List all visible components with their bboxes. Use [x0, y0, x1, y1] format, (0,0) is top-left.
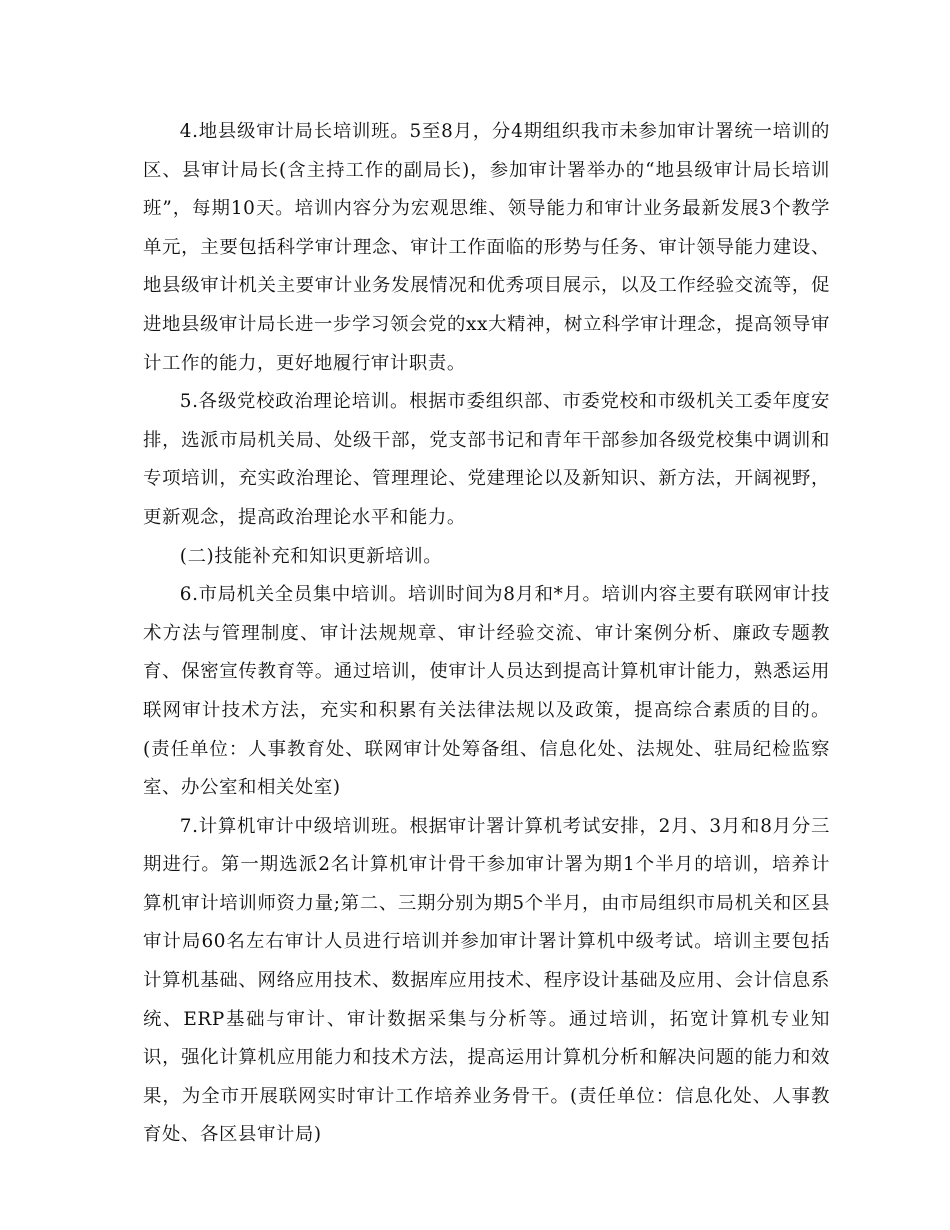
paragraph-item-4-county-audit-director-training: 4.地县级审计局长培训班。5至8月，分4期组织我市未参加审计署统一培训的区、县审计局长(含主持工作的副局长)，参加审计署举办的“地县级审计局长培训班”，每期10天。培训内容分为宏观思维、领导能力和审计业务最新发展3个教学单元，主要包括科学审计理念、审计工作面临的形势与任务、审计领导能力建设、地县级审计机关主要审计业务发展情况和优秀项目展示，以及工作经验交流等，促进地县级审计局长进一步学习领会党的xx大精神，树立科学审计理念，提高领导审计工作的能力，更好地履行审计职责。 [143, 121, 830, 374]
paragraph-item-5-party-school-training: 5.各级党校政治理论培训。根据市委组织部、市委党校和市级机关工委年度安排，选派市局机关局、处级干部，党支部书记和青年干部参加各级党校集中调训和专项培训，充实政治理论、管理理论、党建理论以及新知识、新方法，开阔视野，更新观念，提高政治理论水平和能力。 [143, 391, 830, 528]
section-heading-skills-training: (二)技能补充和知识更新培训。 [179, 545, 443, 567]
paragraph-item-6-all-staff-training: 6.市局机关全员集中培训。培训时间为8月和*月。培训内容主要有联网审计技术方法与管理制度、审计法规规章、审计经验交流、审计案例分析、廉政专题教育、保密宣传教育等。通过培训，使审计人员达到提高计算机审计能力，熟悉运用联网审计技术方法，充实和积累有关法律法规以及政策，提高综合素质的目的。(责任单位：人事教育处、联网审计处筹备组、信息化处、法规处、驻局纪检监察室、办公室和相关处室) [143, 584, 830, 799]
paragraph-item-7-computer-audit-training: 7.计算机审计中级培训班。根据审计署计算机考试安排，2月、3月和8月分三期进行。第一期选派2名计算机审计骨干参加审计署为期1个半月的培训，培养计算机审计培训师资力量;第二、三期分别为期5个半月，由市局组织市局机关和区县审计局60名左右审计人员进行培训并参加审计署计算机中级考试。培训主要包括计算机基础、网络应用技术、数据库应用技术、程序设计基础及应用、会计信息系统、ERP基础与审计、审计数据采集与分析等。通过培训，拓宽计算机专业知识，强化计算机应用能力和技术方法，提高运用计算机分析和解决问题的能力和效果，为全市开展联网实时审计工作培养业务骨干。(责任单位：信息化处、人事教育处、各区县审计局) [143, 815, 830, 1146]
